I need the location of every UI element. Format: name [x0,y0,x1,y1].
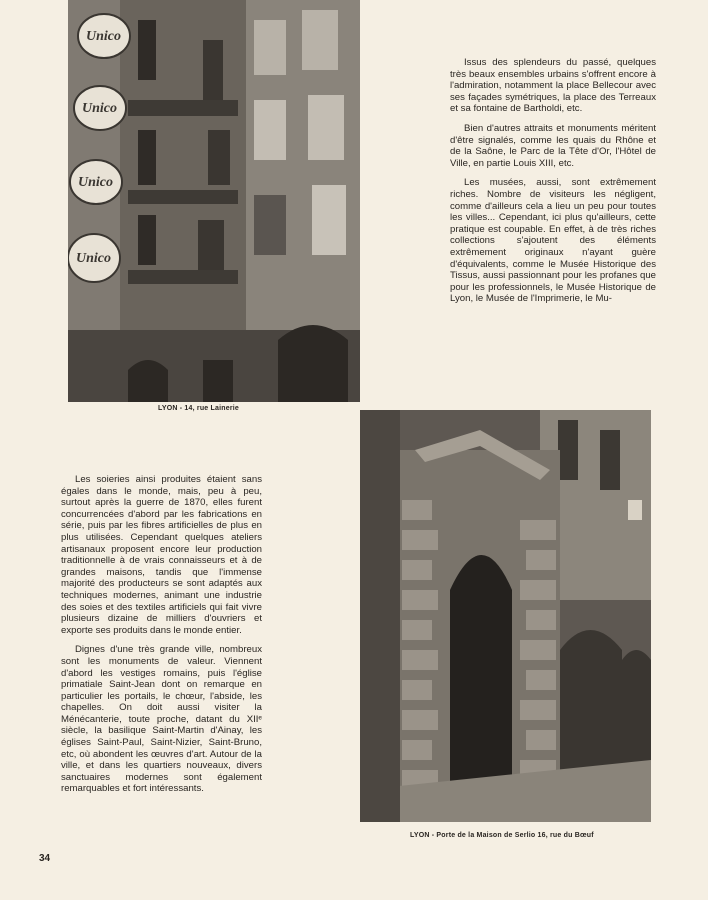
left-column-text [61,474,262,803]
photo-caption: LYON - Porte de la Maison de Serlio 16, rue du Bœuf [410,832,594,839]
sign-label: Unico [82,101,117,116]
paragraph: Les soieries ainsi produites étaient sans égales dans le monde, mais, peu à peu, surtout après la guerre de 1870, elles furent concurrencées d'abord par les fabrications en série, puis par les fibres artificielles de plus en plus utilisées. Cependant quelques ateliers artisanaux proposent encore leur production traditionnelle à de vrais connaisseurs et à de grandes maisons, tandis que l'immense majorité des producteurs se sont adaptés aux techniques modernes, animant une industrie des soies et des textiles artificiels qui fait vivre plusieurs dizaine de milliers d'ouvriers et exporte ses produits dans le monde entier. [61,474,262,636]
page-number: 34 [39,853,51,864]
paragraph: Les musées, aussi, sont extrêmement riches. Nombre de visiteurs les négligent, comme d'ailleurs cela a lieu un peu pour toutes les villes... Cependant, ici plus qu'ailleurs, cette pratique est coupable. En effet, à de très riches collections s'ajoutent des éléments extrêmement originaux n'ayant guère d'équivalents, comme le Musée Historique des Tissus, aussi passionnant pour les profanes que pour les professionnels, le Musée Historique de Lyon, le Musée de l'Imprimerie, le Mu- [450,177,656,305]
right-column-text [450,57,656,313]
rue-lainerie-illustration [68,0,360,402]
paragraph: Dignes d'une très grande ville, nombreux sont les monuments de valeur. Viennent d'abord les vestiges romains, puis l'église primatiale Saint-Jean dont on remarque en particulier les portails, le chœur, l'abside, les chapelles. On doit aussi visiter la Ménécanterie, toute proche, datant du XIIᵉ siècle, la basilique Saint-Martin d'Ainay, les églises Saint-Paul, Saint-Nizier, Saint-Bruno, etc, où abondent les œuvres d'art. Autour de la ville, et dans les quartiers nouveaux, divers sanctuaires modernes sont également remarquables et fort intéressants. [61,644,262,795]
photo-caption: LYON - 14, rue Lainerie [158,405,239,412]
photo-maison-de-serlio [360,410,651,822]
paragraph: Issus des splendeurs du passé, quelques très beaux ensembles urbains s'offrent encore à l'admiration, notamment la place Bellecour avec ses façades symétriques, la place des Terreaux et sa fontaine de Bartholdi, etc. [450,57,656,115]
sign-label: Unico [86,29,121,44]
photo-rue-lainerie [68,0,360,402]
paragraph: Bien d'autres attraits et monuments méritent d'être signalés, comme les quais du Rhône et de la Saône, le Parc de la Tête d'Or, l'Hôtel de Ville, en partie Louis XIII, etc. [450,122,656,169]
sign-label: Unico [76,251,111,266]
maison-de-serlio-illustration [360,410,651,822]
sign-label: Unico [78,175,113,190]
